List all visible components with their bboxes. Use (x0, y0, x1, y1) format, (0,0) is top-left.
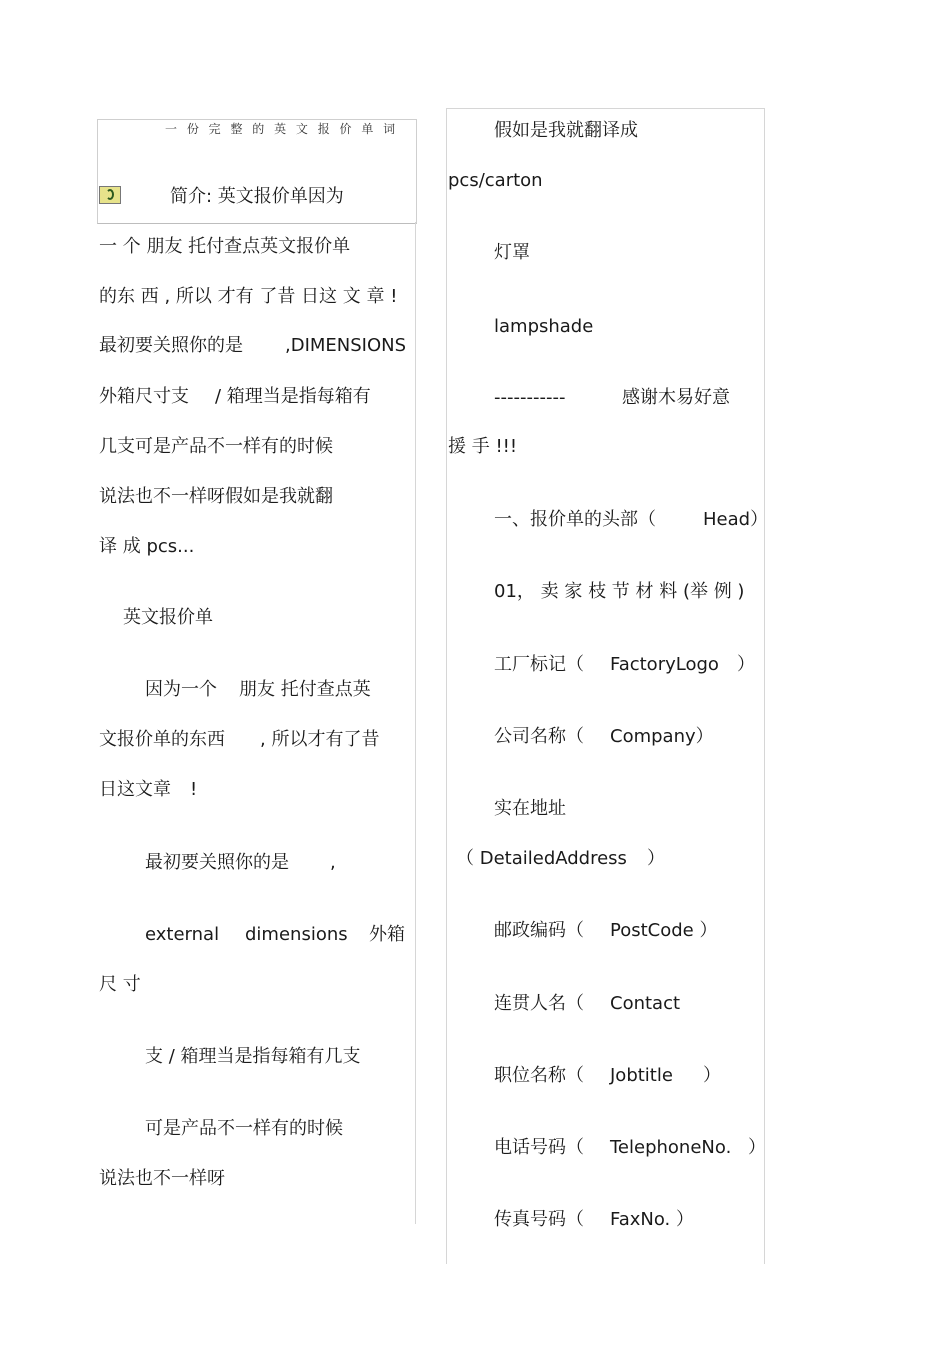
list-item: ） (748, 1137, 766, 1158)
document-icon (99, 186, 121, 204)
paragraph-line: 一 个 朋友 托付查点英文报价单 (99, 236, 351, 257)
paragraph-line: 可是产品不一样有的时候 (145, 1118, 343, 1139)
list-item: 工厂标记（ (494, 654, 584, 675)
doc-title: 一 份 完 整 的 英 文 报 价 单 词 (165, 122, 399, 136)
paragraph-line: 外箱 (369, 924, 405, 945)
list-item: FaxNo. ） (610, 1209, 694, 1230)
paragraph-line: ,DIMENSIONS (285, 335, 407, 356)
left-column-border (415, 222, 416, 1224)
paragraph-line: 译 成 pcs... (99, 536, 195, 557)
intro-text: 简介: 英文报价单因为 (170, 186, 344, 207)
paragraph-line: / 箱理当是指每箱有 (215, 386, 371, 407)
section-heading: 英文报价单 (123, 607, 213, 628)
paragraph-line: 因为一个 (145, 679, 217, 700)
list-item: PostCode ） (610, 920, 718, 941)
paragraph-line: 几支可是产品不一样有的时候 (99, 436, 333, 457)
paragraph-line: 假如是我就翻译成 (494, 120, 638, 141)
paragraph-line: 灯罩 (494, 242, 530, 263)
paragraph-line: ! (190, 779, 198, 800)
list-item: Jobtitle (610, 1065, 673, 1086)
list-item: 邮政编码（ (494, 920, 584, 941)
paragraph-line: 说法也不一样呀 (99, 1168, 225, 1189)
list-item: ） (647, 848, 665, 869)
list-item: 01， 卖 家 枝 节 材 料 (举 例 ) (494, 581, 745, 602)
list-item: ） (703, 1065, 721, 1086)
paragraph-line: 说法也不一样呀假如是我就翻 (99, 486, 333, 507)
paragraph-line: 的东 西 , 所以 才有 了昔 日这 文 章 ! (99, 286, 398, 307)
paragraph-line: dimensions (245, 924, 348, 945)
paragraph-line: external (145, 924, 220, 945)
paragraph-line: 日这文章 (99, 779, 171, 800)
paragraph-line: ----------- (494, 387, 566, 408)
section-heading: Head） (703, 509, 769, 530)
list-item: TelephoneNo. (610, 1137, 732, 1158)
paragraph-line: 文报价单的东西 (99, 729, 225, 750)
list-item: 传真号码（ (494, 1209, 584, 1230)
right-column-left-border (446, 108, 447, 1264)
list-item: ） (737, 654, 755, 675)
paragraph-line: pcs/carton (448, 170, 543, 191)
paragraph-line: 支 / 箱理当是指每箱有几支 (145, 1046, 361, 1067)
list-item: Company） (610, 726, 714, 747)
list-item: Contact (610, 993, 681, 1014)
right-column-right-border (764, 108, 765, 1264)
list-item: 职位名称（ (494, 1065, 584, 1086)
right-column-top-border (446, 108, 765, 109)
paragraph-line: 最初要关照你的是 (99, 335, 243, 356)
paragraph-line: , (330, 852, 336, 873)
paragraph-line: 朋友 托付查点英 (239, 679, 371, 700)
list-item: FactoryLogo (610, 654, 719, 675)
paragraph-line: 感谢木易好意 (622, 387, 730, 408)
list-item: 电话号码（ (494, 1137, 584, 1158)
list-item: （ DetailedAddress (456, 848, 627, 869)
list-item: 连贯人名（ (494, 993, 584, 1014)
paragraph-line: 最初要关照你的是 (145, 852, 289, 873)
section-heading: 一、报价单的头部（ (494, 509, 656, 530)
paragraph-line: 外箱尺寸支 (99, 386, 189, 407)
paragraph-line: 尺 寸 (99, 974, 141, 995)
paragraph-line: 援 手 !!! (448, 436, 518, 457)
list-item: 公司名称（ (494, 726, 584, 747)
paragraph-line: , 所以才有了昔 (260, 729, 380, 750)
list-item: 实在地址 (494, 798, 566, 819)
paragraph-line: lampshade (494, 316, 594, 337)
